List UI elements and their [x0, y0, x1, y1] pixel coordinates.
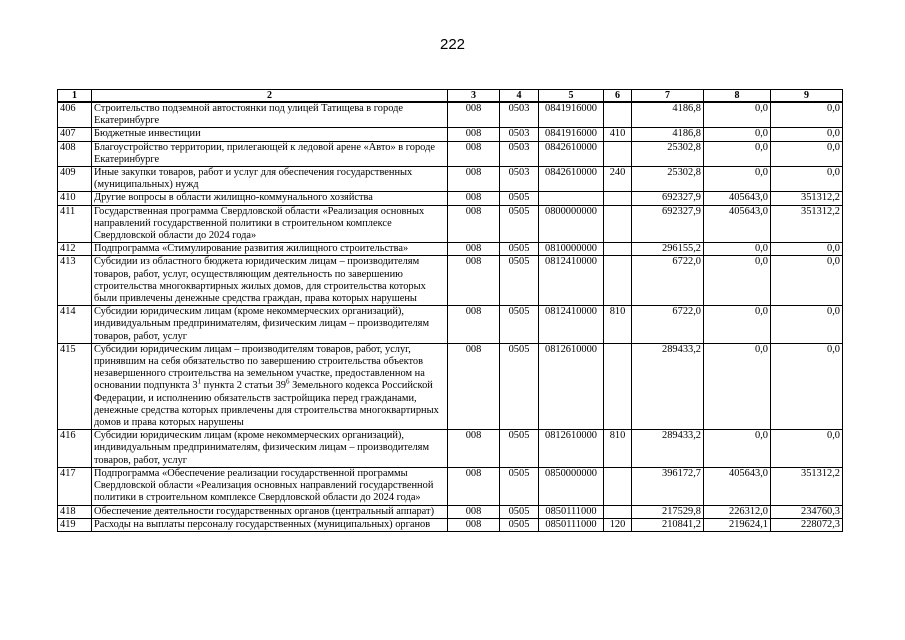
header-cell: 7: [632, 90, 704, 103]
table-row: [58, 167, 843, 192]
table-row: [58, 102, 843, 128]
row-number: 416: [58, 430, 92, 468]
target-code: 0812410000: [539, 256, 604, 306]
amount-col7: 217529,8: [632, 505, 704, 518]
target-code: 0842610000: [539, 167, 604, 192]
amount-col8: 0,0: [704, 430, 771, 468]
expense-type-code: [604, 343, 632, 429]
amount-col8: 0,0: [704, 256, 771, 306]
header-cell: 6: [604, 90, 632, 103]
row-name: Расходы на выплаты персоналу государственных (муниципальных) органов: [92, 518, 448, 531]
section-code: 0505: [500, 467, 539, 505]
admin-code: 008: [448, 243, 500, 256]
amount-col9: 0,0: [771, 256, 843, 306]
admin-code: 008: [448, 343, 500, 429]
header-cell: 8: [704, 90, 771, 103]
amount-col7: 289433,2: [632, 430, 704, 468]
row-name: Бюджетные инвестиции: [92, 128, 448, 141]
amount-col7: 4186,8: [632, 102, 704, 128]
section-code: 0503: [500, 141, 539, 166]
target-code: 0812610000: [539, 430, 604, 468]
budget-table: [57, 89, 843, 532]
row-name: Другие вопросы в области жилищно-коммунального хозяйства: [92, 192, 448, 205]
header-cell: 2: [92, 90, 448, 103]
amount-col7: 6722,0: [632, 306, 704, 344]
amount-col7: 289433,2: [632, 343, 704, 429]
amount-col8: 0,0: [704, 128, 771, 141]
page-number: 222: [439, 36, 466, 53]
table-row: [58, 343, 843, 429]
row-number: 408: [58, 141, 92, 166]
header-cell: 5: [539, 90, 604, 103]
row-number: 413: [58, 256, 92, 306]
amount-col8: 0,0: [704, 306, 771, 344]
row-name: Субсидии из областного бюджета юридическим лицам – производителям товаров, работ, услуг, осуществляющим деятельность по завершению строительства многоквартирных жилых домов, для строительства которых были привлечены денежные средства граждан, права которых нарушены: [92, 256, 448, 306]
row-name: [92, 343, 448, 429]
expense-type-code: 240: [604, 167, 632, 192]
row-name: Иные закупки товаров, работ и услуг для обеспечения государственных (муниципальных) нужд: [92, 167, 448, 192]
target-code: 0800000000: [539, 205, 604, 243]
section-code: 0505: [500, 518, 539, 531]
section-code: 0503: [500, 167, 539, 192]
amount-col8: 226312,0: [704, 505, 771, 518]
target-code: 0842610000: [539, 141, 604, 166]
amount-col7: 692327,9: [632, 192, 704, 205]
section-code: 0505: [500, 306, 539, 344]
amount-col8: 0,0: [704, 243, 771, 256]
amount-col8: 405643,0: [704, 205, 771, 243]
amount-col7: 25302,8: [632, 141, 704, 166]
table-row: [58, 430, 843, 468]
row-name: Субсидии юридическим лицам (кроме некоммерческих организаций), индивидуальным предпринимателям, физическим лицам – производителям товаров, работ, услуг: [92, 430, 448, 468]
admin-code: 008: [448, 256, 500, 306]
admin-code: 008: [448, 167, 500, 192]
table-row: [58, 467, 843, 505]
row-name: Субсидии юридическим лицам (кроме некоммерческих организаций), индивидуальным предпринимателям, физическим лицам – производителям товаров, работ, услуг: [92, 306, 448, 344]
expense-type-code: [604, 243, 632, 256]
amount-col9: 351312,2: [771, 192, 843, 205]
target-code: 0841916000: [539, 102, 604, 128]
row-number: 417: [58, 467, 92, 505]
section-code: 0505: [500, 205, 539, 243]
amount-col9: 0,0: [771, 243, 843, 256]
section-code: 0505: [500, 192, 539, 205]
expense-type-code: [604, 102, 632, 128]
table-row: [58, 505, 843, 518]
superscript: 6: [285, 378, 290, 386]
row-number: 419: [58, 518, 92, 531]
amount-col9: 351312,2: [771, 467, 843, 505]
expense-type-code: 810: [604, 306, 632, 344]
admin-code: 008: [448, 467, 500, 505]
expense-type-code: 810: [604, 430, 632, 468]
admin-code: 008: [448, 306, 500, 344]
target-code: 0850111000: [539, 518, 604, 531]
section-code: 0505: [500, 243, 539, 256]
row-name-part: Земельного кодекса Российской Федерации, и исполнению обязательств застройщика перед гражданами, денежные средства которых привлечены для строительства многоквартирных домов и права которых нарушены: [94, 380, 439, 429]
target-code: 0850111000: [539, 505, 604, 518]
amount-col7: 692327,9: [632, 205, 704, 243]
amount-col9: 0,0: [771, 343, 843, 429]
expense-type-code: [604, 256, 632, 306]
admin-code: 008: [448, 141, 500, 166]
amount-col8: 0,0: [704, 343, 771, 429]
amount-col9: 351312,2: [771, 205, 843, 243]
section-code: 0503: [500, 102, 539, 128]
row-number: 415: [58, 343, 92, 429]
table-row: [58, 205, 843, 243]
row-number: 410: [58, 192, 92, 205]
section-code: 0505: [500, 430, 539, 468]
expense-type-code: [604, 505, 632, 518]
target-code: 0812610000: [539, 343, 604, 429]
admin-code: 008: [448, 205, 500, 243]
row-name: Строительство подземной автостоянки под улицей Татищева в городе Екатеринбурге: [92, 102, 448, 128]
row-number: 407: [58, 128, 92, 141]
expense-type-code: [604, 141, 632, 166]
row-name-part: пункта 2 статьи 39: [201, 380, 286, 392]
target-code: 0841916000: [539, 128, 604, 141]
row-number: 412: [58, 243, 92, 256]
amount-col8: 405643,0: [704, 467, 771, 505]
header-cell: 3: [448, 90, 500, 103]
amount-col8: 405643,0: [704, 192, 771, 205]
admin-code: 008: [448, 128, 500, 141]
row-number: 411: [58, 205, 92, 243]
amount-col9: 234760,3: [771, 505, 843, 518]
amount-col9: 228072,3: [771, 518, 843, 531]
amount-col9: 0,0: [771, 128, 843, 141]
amount-col9: 0,0: [771, 167, 843, 192]
table-row: [58, 243, 843, 256]
amount-col8: 0,0: [704, 102, 771, 128]
table-row: [58, 256, 843, 306]
section-code: 0505: [500, 343, 539, 429]
expense-type-code: [604, 192, 632, 205]
admin-code: 008: [448, 192, 500, 205]
amount-col9: 0,0: [771, 306, 843, 344]
section-code: 0505: [500, 505, 539, 518]
row-number: 406: [58, 102, 92, 128]
row-name: Обеспечение деятельности государственных органов (центральный аппарат): [92, 505, 448, 518]
row-number: 409: [58, 167, 92, 192]
row-number: 414: [58, 306, 92, 344]
target-code: 0850000000: [539, 467, 604, 505]
admin-code: 008: [448, 518, 500, 531]
row-name: Подпрограмма «Стимулирование развития жилищного строительства»: [92, 243, 448, 256]
amount-col8: 0,0: [704, 167, 771, 192]
amount-col9: 0,0: [771, 430, 843, 468]
header-cell: 1: [58, 90, 92, 103]
amount-col8: 0,0: [704, 141, 771, 166]
table-row: [58, 192, 843, 205]
row-number: 418: [58, 505, 92, 518]
superscript: 1: [197, 378, 202, 386]
header-cell: 9: [771, 90, 843, 103]
expense-type-code: 410: [604, 128, 632, 141]
admin-code: 008: [448, 430, 500, 468]
amount-col9: 0,0: [771, 102, 843, 128]
row-name: Государственная программа Свердловской области «Реализация основных направлений государственной политики в строительном комплексе Свердловской области до 2024 года»: [92, 205, 448, 243]
amount-col7: 25302,8: [632, 167, 704, 192]
row-name: Благоустройство территории, прилегающей к ледовой арене «Авто» в городе Екатеринбурге: [92, 141, 448, 166]
table-row: [58, 128, 843, 141]
target-code: [539, 192, 604, 205]
admin-code: 008: [448, 102, 500, 128]
amount-col9: 0,0: [771, 141, 843, 166]
target-code: 0812410000: [539, 306, 604, 344]
amount-col7: 210841,2: [632, 518, 704, 531]
amount-col7: 6722,0: [632, 256, 704, 306]
expense-type-code: [604, 467, 632, 505]
section-code: 0505: [500, 256, 539, 306]
table-header-row: [58, 90, 843, 103]
table-row: [58, 306, 843, 344]
amount-col8: 219624,1: [704, 518, 771, 531]
header-cell: 4: [500, 90, 539, 103]
amount-col7: 296155,2: [632, 243, 704, 256]
table-row: [58, 141, 843, 166]
admin-code: 008: [448, 505, 500, 518]
row-name-part: Субсидии юридическим лицам – производителям товаров, работ, услуг, принявшим на себя обязательство по завершению строительства объектов незавершенного строительства на земельном участке, предоставленном на основании подпункта 3: [94, 343, 425, 392]
amount-col7: 396172,7: [632, 467, 704, 505]
expense-type-code: [604, 205, 632, 243]
expense-type-code: 120: [604, 518, 632, 531]
amount-col7: 4186,8: [632, 128, 704, 141]
row-name: Подпрограмма «Обеспечение реализации государственной программы Свердловской области «Реализация основных направлений государственной политики в строительном комплексе Свердловской области до 2024 года»: [92, 467, 448, 505]
section-code: 0503: [500, 128, 539, 141]
target-code: 0810000000: [539, 243, 604, 256]
table-row: [58, 518, 843, 531]
